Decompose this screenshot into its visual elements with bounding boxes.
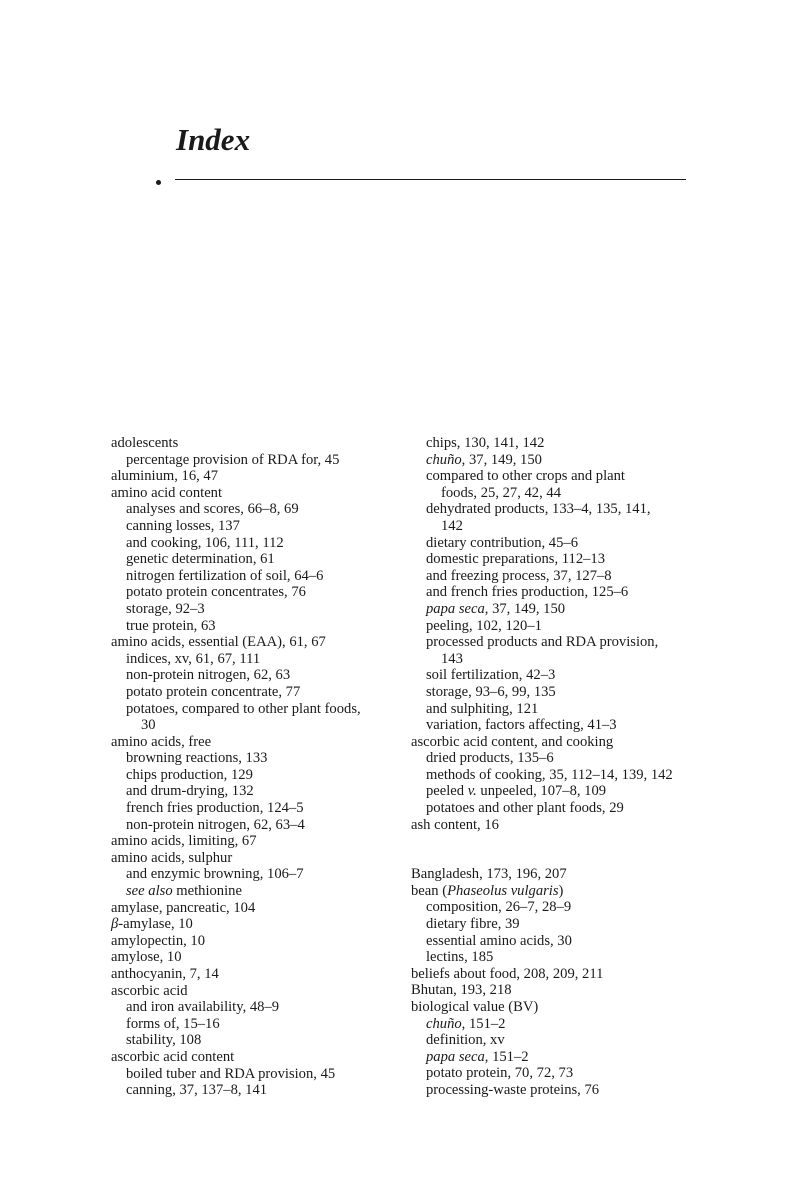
entry-text: non-protein nitrogen, 62, 63 bbox=[126, 667, 291, 684]
entry-text: amino acids, free bbox=[111, 733, 212, 750]
index-entry bbox=[111, 1049, 411, 1066]
title-rule bbox=[175, 179, 686, 180]
index-subentry bbox=[411, 800, 741, 817]
index-subentry bbox=[411, 568, 741, 585]
entry-text: beliefs about food, 208, 209, 211 bbox=[411, 965, 604, 982]
index-entry bbox=[411, 866, 741, 883]
index-subentry bbox=[411, 551, 741, 568]
index-entry bbox=[411, 966, 741, 983]
entry-text: ascorbic acid content bbox=[111, 1048, 235, 1065]
index-subentry bbox=[411, 667, 741, 684]
entry-text: amino acids, limiting, 67 bbox=[111, 833, 257, 850]
index-subentry bbox=[111, 817, 411, 834]
entry-text: amino acid content bbox=[111, 484, 223, 501]
entry-text: bean ( bbox=[411, 882, 448, 899]
entry-text: amylopectin, 10 bbox=[111, 932, 206, 949]
entry-text: methods of cooking, 35, 112–14, 139, 142 bbox=[426, 766, 673, 783]
index-subentry bbox=[111, 551, 411, 568]
index-subentry bbox=[411, 767, 741, 784]
entry-text: variation, factors affecting, 41–3 bbox=[426, 717, 617, 734]
entry-text: and sulphiting, 121 bbox=[426, 700, 539, 717]
index-entry bbox=[111, 734, 411, 751]
index-subentry bbox=[111, 1016, 411, 1033]
entry-text: amino acids, sulphur bbox=[111, 849, 233, 866]
entry-text: papa seca bbox=[426, 1048, 485, 1065]
index-subentry bbox=[411, 535, 741, 552]
entry-text: adolescents bbox=[111, 435, 179, 451]
index-entry bbox=[411, 734, 741, 751]
entry-text: foods, 25, 27, 42, 44 bbox=[441, 484, 561, 501]
index-subentry bbox=[111, 1066, 411, 1083]
entry-text: essential amino acids, 30 bbox=[426, 932, 572, 949]
index-subentry bbox=[411, 618, 741, 635]
entry-text: definition, xv bbox=[426, 1032, 505, 1049]
page-title: Index bbox=[176, 122, 251, 157]
entry-text: , 37, 149, 150 bbox=[484, 600, 566, 617]
index-subentry bbox=[411, 634, 741, 651]
index-subentry bbox=[111, 535, 411, 552]
entry-text: chips, 130, 141, 142 bbox=[426, 435, 545, 451]
index-subentry bbox=[111, 883, 411, 900]
entry-text: aluminium, 16, 47 bbox=[111, 468, 219, 485]
entry-text: compared to other crops and plant bbox=[426, 468, 625, 485]
index-entry bbox=[411, 982, 741, 999]
entry-text: β bbox=[111, 916, 119, 933]
index-subentry bbox=[111, 866, 411, 883]
index-subentry bbox=[411, 584, 741, 601]
section-gap bbox=[411, 833, 741, 866]
index-subentry bbox=[411, 701, 741, 718]
entry-text: ascorbic acid content, and cooking bbox=[411, 733, 614, 750]
entry-text: Phaseolus vulgaris bbox=[447, 882, 559, 899]
entry-text: amylase, pancreatic, 104 bbox=[111, 899, 256, 916]
index-subentry bbox=[111, 1082, 411, 1099]
entry-text: 142 bbox=[441, 517, 463, 534]
entry-text: , 151–2 bbox=[461, 1015, 506, 1032]
entry-text: and enzymic browning, 106–7 bbox=[126, 866, 304, 883]
entry-text: processed products and RDA provision, bbox=[426, 634, 659, 651]
bullet-marker bbox=[156, 180, 161, 185]
index-entry bbox=[411, 883, 741, 900]
index-subentry bbox=[411, 501, 741, 518]
entry-text: ) bbox=[558, 882, 564, 899]
entry-text: indices, xv, 61, 67, 111 bbox=[126, 650, 261, 667]
index-entry bbox=[111, 900, 411, 917]
entry-text: percentage provision of RDA for, 45 bbox=[126, 451, 340, 468]
entry-text: true protein, 63 bbox=[126, 617, 216, 634]
index-subentry bbox=[111, 717, 411, 734]
entry-text: , 151–2 bbox=[484, 1048, 529, 1065]
entry-text: potatoes and other plant foods, 29 bbox=[426, 800, 624, 817]
entry-text: analyses and scores, 66–8, 69 bbox=[126, 501, 299, 518]
entry-text: methionine bbox=[172, 883, 242, 900]
index-entry bbox=[411, 817, 741, 834]
index-subentry bbox=[411, 435, 741, 452]
index-subentry bbox=[411, 717, 741, 734]
index-entry bbox=[111, 916, 411, 933]
index-subentry bbox=[111, 684, 411, 701]
entry-text: domestic preparations, 112–13 bbox=[426, 551, 606, 568]
index-entry bbox=[111, 983, 411, 1000]
index-subentry bbox=[111, 452, 411, 469]
entry-text: dietary contribution, 45–6 bbox=[426, 534, 578, 551]
entry-text: storage, 92–3 bbox=[126, 600, 205, 617]
index-entry bbox=[111, 634, 411, 651]
index-subentry bbox=[411, 1065, 741, 1082]
index-subentry bbox=[411, 916, 741, 933]
index-subentry bbox=[411, 1032, 741, 1049]
index-subentry bbox=[111, 501, 411, 518]
entry-text: , 37, 149, 150 bbox=[461, 451, 542, 468]
index-subentry bbox=[111, 767, 411, 784]
entry-text: forms of, 15–16 bbox=[126, 1015, 220, 1032]
entry-text: and cooking, 106, 111, 112 bbox=[126, 534, 284, 551]
entry-text: and french fries production, 125–6 bbox=[426, 584, 629, 601]
index-subentry bbox=[411, 468, 741, 485]
entry-text: composition, 26–7, 28–9 bbox=[426, 899, 572, 916]
index-subentry bbox=[111, 667, 411, 684]
entry-text: non-protein nitrogen, 62, 63–4 bbox=[126, 816, 305, 833]
entry-text: dehydrated products, 133–4, 135, 141, bbox=[426, 501, 651, 518]
entry-text: chips production, 129 bbox=[126, 766, 253, 783]
entry-text: amino acids, essential (EAA), 61, 67 bbox=[111, 634, 326, 651]
index-subentry bbox=[411, 452, 741, 469]
entry-text: -amylase, 10 bbox=[118, 916, 193, 933]
entry-text: 30 bbox=[141, 717, 156, 734]
entry-text: peeling, 102, 120–1 bbox=[426, 617, 542, 634]
entry-text: peeled bbox=[426, 783, 468, 800]
index-subentry bbox=[411, 750, 741, 767]
index-entry bbox=[111, 933, 411, 950]
index-column-right bbox=[411, 435, 741, 1099]
index-subentry bbox=[111, 750, 411, 767]
entry-text: ash content, 16 bbox=[411, 816, 499, 833]
entry-text: papa seca bbox=[426, 600, 485, 617]
index-subentry bbox=[111, 568, 411, 585]
index-entry bbox=[111, 850, 411, 867]
index-subentry bbox=[411, 1082, 741, 1099]
entry-text: processing-waste proteins, 76 bbox=[426, 1081, 600, 1098]
entry-text: browning reactions, 133 bbox=[126, 750, 268, 767]
index-subentry bbox=[411, 601, 741, 618]
entry-text: biological value (BV) bbox=[411, 999, 539, 1015]
index-entry bbox=[111, 435, 411, 452]
entry-text: and freezing process, 37, 127–8 bbox=[426, 567, 612, 584]
index-subentry bbox=[111, 800, 411, 817]
index-subentry bbox=[111, 618, 411, 635]
entry-text: stability, 108 bbox=[126, 1032, 202, 1049]
index-subentry bbox=[111, 518, 411, 535]
index-subentry bbox=[411, 651, 741, 668]
index-entry bbox=[111, 966, 411, 983]
entry-text: amylose, 10 bbox=[111, 949, 182, 966]
entry-text: nitrogen fertilization of soil, 64–6 bbox=[126, 567, 324, 584]
index-entry bbox=[111, 949, 411, 966]
index-column-left bbox=[111, 435, 411, 1099]
index-subentry bbox=[411, 949, 741, 966]
entry-text: and drum-drying, 132 bbox=[126, 783, 254, 800]
index-subentry bbox=[111, 701, 411, 718]
index-subentry bbox=[111, 783, 411, 800]
index-subentry bbox=[111, 1032, 411, 1049]
index-subentry bbox=[411, 1049, 741, 1066]
index-subentry bbox=[111, 601, 411, 618]
index-entry bbox=[111, 468, 411, 485]
entry-text: canning, 37, 137–8, 141 bbox=[126, 1082, 268, 1099]
entry-text: chuño bbox=[426, 451, 462, 468]
entry-text: lectins, 185 bbox=[426, 949, 494, 966]
entry-text: ascorbic acid bbox=[111, 982, 188, 999]
index-subentry bbox=[411, 485, 741, 502]
index-subentry bbox=[111, 999, 411, 1016]
index-subentry bbox=[411, 933, 741, 950]
entry-text: Bangladesh, 173, 196, 207 bbox=[411, 866, 567, 883]
index-subentry bbox=[411, 899, 741, 916]
index-subentry bbox=[411, 518, 741, 535]
entry-text: potato protein, 70, 72, 73 bbox=[426, 1065, 574, 1082]
entry-text: canning losses, 137 bbox=[126, 517, 240, 534]
index-entry bbox=[111, 833, 411, 850]
entry-text: boiled tuber and RDA provision, 45 bbox=[126, 1065, 336, 1082]
entry-text: see also bbox=[126, 883, 173, 900]
entry-text: potato protein concentrates, 76 bbox=[126, 584, 306, 601]
entry-text: storage, 93–6, 99, 135 bbox=[426, 683, 556, 700]
entry-text: genetic determination, 61 bbox=[126, 551, 275, 568]
entry-text: dried products, 135–6 bbox=[426, 750, 554, 767]
entry-text: dietary fibre, 39 bbox=[426, 916, 520, 933]
entry-text: v. bbox=[467, 783, 477, 800]
entry-text: french fries production, 124–5 bbox=[126, 800, 304, 817]
index-entry bbox=[111, 485, 411, 502]
index-subentry bbox=[411, 1016, 741, 1033]
entry-text: soil fertilization, 42–3 bbox=[426, 667, 556, 684]
entry-text: Bhutan, 193, 218 bbox=[411, 982, 512, 999]
index-entry bbox=[411, 999, 741, 1016]
entry-text: chuño bbox=[426, 1015, 462, 1032]
entry-text: potatoes, compared to other plant foods, bbox=[126, 700, 361, 717]
entry-text: and iron availability, 48–9 bbox=[126, 999, 280, 1016]
entry-text: anthocyanin, 7, 14 bbox=[111, 966, 219, 982]
index-subentry bbox=[411, 684, 741, 701]
entry-text: unpeeled, 107–8, 109 bbox=[476, 783, 607, 800]
index-subentry bbox=[111, 584, 411, 601]
entry-text: potato protein concentrate, 77 bbox=[126, 683, 301, 700]
index-subentry bbox=[111, 651, 411, 668]
index-subentry bbox=[411, 783, 741, 800]
entry-text: 143 bbox=[441, 650, 463, 667]
